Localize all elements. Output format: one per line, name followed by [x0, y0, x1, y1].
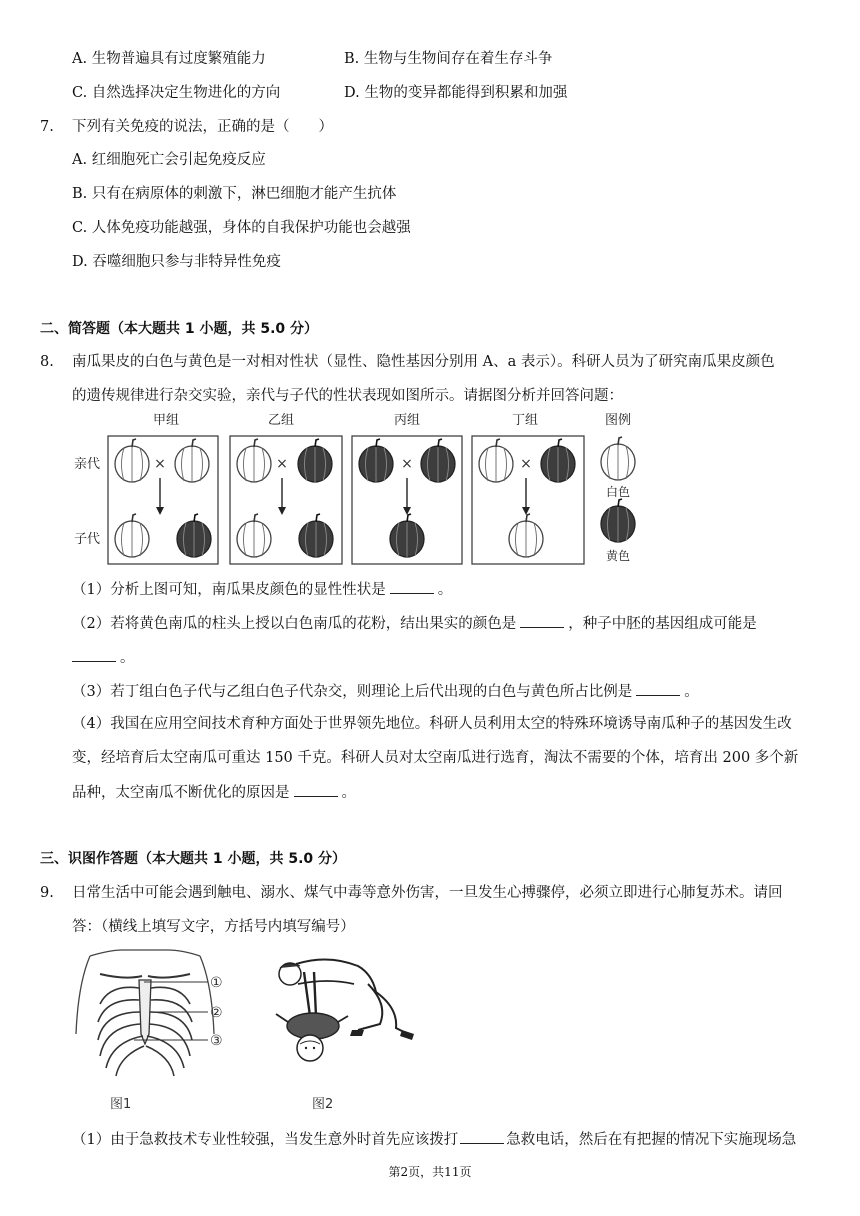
- q8-sub2: [72, 613, 757, 634]
- page-footer: 第2页，共11页: [388, 1165, 472, 1179]
- answer-blank[interactable]: [390, 579, 434, 594]
- q9-number: 9.: [40, 885, 54, 901]
- ding-child-white-pumpkin: [509, 514, 543, 557]
- fig2-caption: 图2: [312, 1097, 334, 1112]
- yi-child-white-pumpkin: [237, 514, 271, 557]
- cpr-figure: [268, 944, 418, 1119]
- bing-child-yellow-pumpkin: [390, 514, 424, 557]
- answer-blank[interactable]: [294, 782, 338, 797]
- q8-sub1-end: 。: [437, 582, 453, 598]
- ribcage-figure: [70, 944, 250, 1119]
- q6-option-d: D. 生物的变异都能得到积累和加强: [344, 85, 568, 101]
- q8-sub4-text: 品种，太空南瓜不断优化的原因是: [72, 785, 290, 801]
- q8-sub3-end: 。: [684, 684, 699, 700]
- q6-option-c: C. 自然选择决定生物进化的方向: [72, 85, 281, 101]
- q6-option-b: B. 生物与生物间存在着生存斗争: [344, 51, 553, 67]
- q7-option-c: C. 人体免疫功能越强，身体的自我保护功能也会越强: [72, 220, 411, 236]
- q7-option-b: B. 只有在病原体的刺激下，淋巴细胞才能产生抗体: [72, 186, 397, 202]
- cross-symbol: ×: [276, 456, 288, 472]
- fig1-label-2: ②: [210, 1005, 223, 1021]
- q8-sub4-end: 。: [341, 785, 356, 801]
- legend-title: 图例: [604, 413, 632, 428]
- q9-sub1: [72, 1129, 796, 1150]
- q7-stem: 下列有关免疫的说法，正确的是（ ）: [72, 119, 333, 135]
- answer-blank[interactable]: [460, 1129, 504, 1144]
- cross-symbol: ×: [154, 456, 166, 472]
- pumpkin-cross-figure: [70, 410, 660, 570]
- q8-sub1-text: （1）分析上图可知，南瓜果皮颜色的显性性状是: [72, 582, 386, 598]
- q8-sub3: [72, 681, 699, 702]
- legend-white-pumpkin: [601, 437, 635, 480]
- answer-blank[interactable]: [72, 647, 116, 662]
- q9-line2: 答：（横线上填写文字，方括号内填写编号）: [72, 919, 355, 935]
- q9-sub1-text: （1）由于急救技术专业性较强，当发生意外时首先应该拨打: [72, 1132, 459, 1148]
- legend-white-label: 白色: [605, 485, 631, 499]
- q8-sub4-line1: （4）我国在应用空间技术育种方面处于世界领先地位。科研人员利用太空的特殊环境诱导南瓜种子的基因发生改: [72, 716, 792, 732]
- bing-parent-yellow-pumpkin: [421, 439, 455, 482]
- jia-parent-white-pumpkin: [115, 439, 149, 482]
- q8-line1: 南瓜果皮的白色与黄色是一对相对性状（显性、隐性基因分别用 A、a 表示）。科研人员为了研究南瓜果皮颜色: [72, 354, 775, 370]
- row-label-parent: 亲代: [74, 457, 101, 472]
- cross-symbol: ×: [520, 456, 532, 472]
- jia-parent-white-pumpkin: [175, 439, 209, 482]
- group-label-yi: 乙组: [267, 413, 295, 428]
- yi-child-yellow-pumpkin: [299, 514, 333, 557]
- section2-title: 二、简答题（本大题共 1 小题，共 5.0 分）: [40, 321, 319, 337]
- q7-option-a: A. 红细胞死亡会引起免疫反应: [72, 152, 266, 168]
- legend-yellow-pumpkin: [601, 499, 635, 542]
- q8-line2: 的遗传规律进行杂交实验，亲代与子代的性状表现如图所示。请据图分析并回答问题：: [72, 388, 623, 404]
- answer-blank[interactable]: [636, 681, 680, 696]
- bing-parent-yellow-pumpkin: [359, 439, 393, 482]
- yi-parent-white-pumpkin: [237, 439, 271, 482]
- q8-sub4-line2: 变，经培育后太空南瓜可重达 150 千克。科研人员对太空南瓜进行选育，淘汰不需要的个体，培育出 200 多个新: [72, 750, 799, 766]
- jia-child-yellow-pumpkin: [177, 514, 211, 557]
- q6-option-a: A. 生物普遍具有过度繁殖能力: [72, 51, 266, 67]
- q8-sub1: [72, 579, 452, 600]
- q8-sub2-cont: [72, 647, 135, 668]
- q9-line1: 日常生活中可能会遇到触电、溺水、煤气中毒等意外伤害，一旦发生心搏骤停，必须立即进行心肺复苏术。请回: [72, 885, 783, 901]
- group-label-ding: 丁组: [511, 413, 539, 428]
- ding-parent-yellow-pumpkin: [541, 439, 575, 482]
- q8-sub3-text: （3）若丁组白色子代与乙组白色子代杂交，则理论上后代出现的白色与黄色所占比例是: [72, 684, 633, 700]
- cross-symbol: ×: [401, 456, 413, 472]
- fig1-caption: 图1: [110, 1097, 132, 1112]
- ding-parent-white-pumpkin: [479, 439, 513, 482]
- group-label-bing: 丙组: [393, 413, 421, 428]
- q8-number: 8.: [40, 354, 54, 370]
- answer-blank[interactable]: [520, 613, 564, 628]
- q8-sub4-line3: [72, 782, 356, 803]
- row-label-child: 子代: [74, 532, 101, 547]
- q9-sub1-cont: 急救电话，然后在有把握的情况下实施现场急: [506, 1132, 797, 1148]
- fig1-label-3: ③: [210, 1033, 223, 1049]
- q8-sub2-end: 。: [120, 650, 135, 666]
- group-label-jia: 甲组: [152, 413, 180, 428]
- yi-parent-yellow-pumpkin: [298, 439, 332, 482]
- jia-child-white-pumpkin: [115, 514, 149, 557]
- fig1-label-1: ①: [210, 975, 223, 991]
- q8-sub2-text: （2）若将黄色南瓜的柱头上授以白色南瓜的花粉，结出果实的颜色是: [72, 616, 517, 632]
- q7-number: 7.: [40, 119, 54, 135]
- section3-title: 三、识图作答题（本大题共 1 小题，共 5.0 分）: [40, 851, 347, 867]
- q7-option-d: D. 吞噬细胞只参与非特异性免疫: [72, 254, 281, 270]
- legend-yellow-label: 黄色: [605, 549, 631, 563]
- q8-sub2-mid: ，种子中胚的基因组成可能是: [568, 616, 757, 632]
